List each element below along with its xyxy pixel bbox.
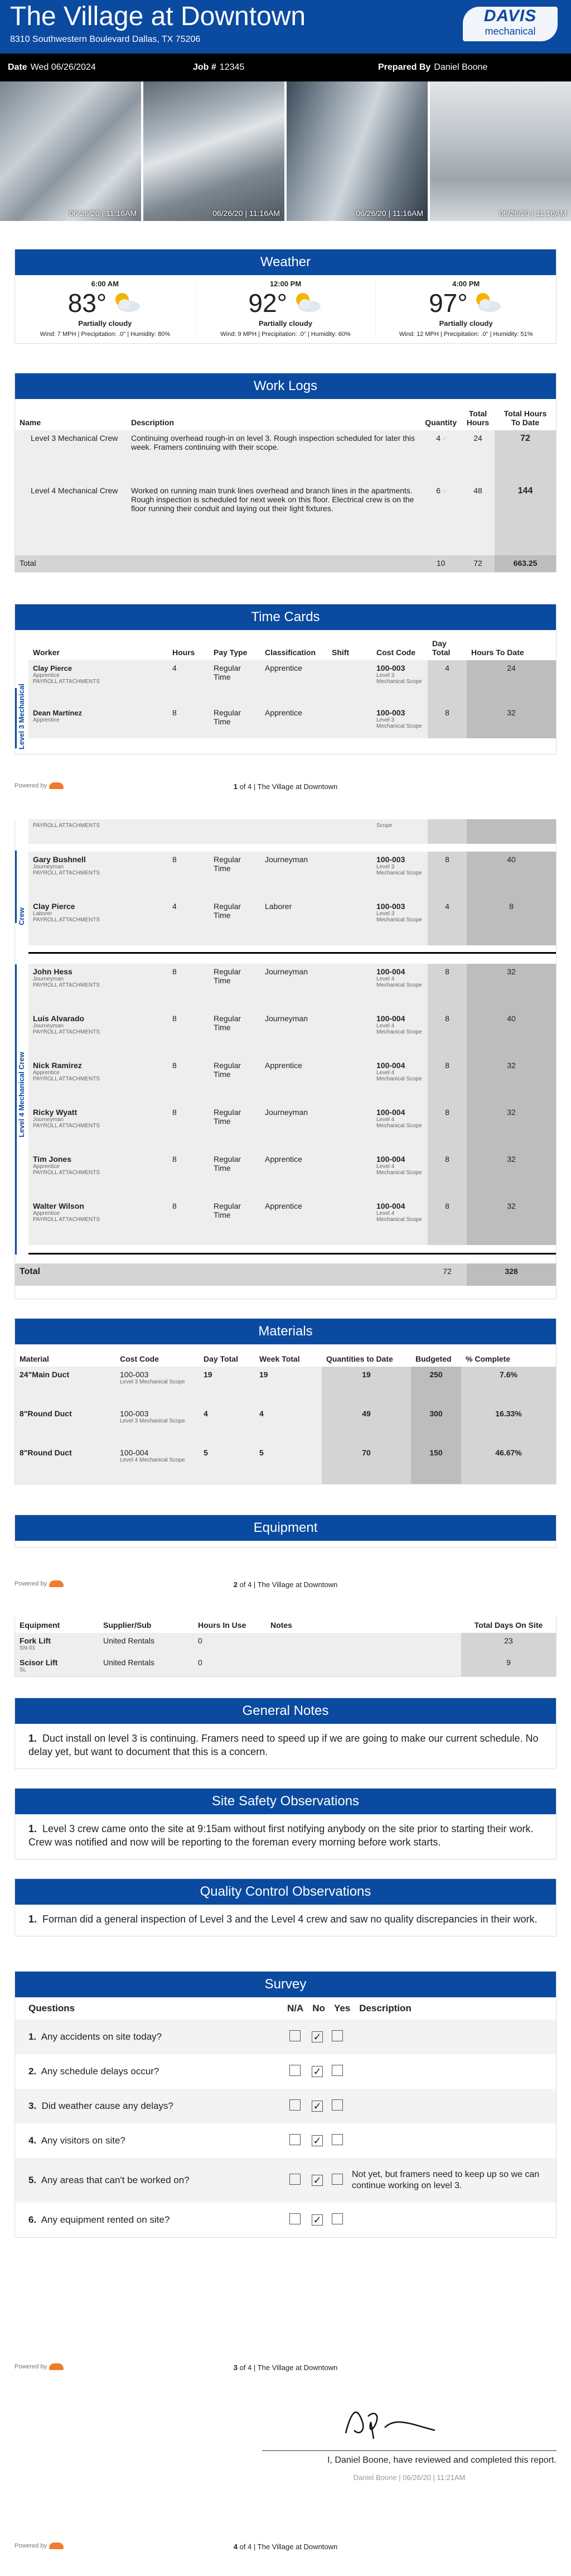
payroll-attachments-link[interactable]: PAYROLL ATTACHMENTS (33, 1123, 100, 1129)
survey-checkbox[interactable]: ✓ (312, 2214, 323, 2226)
survey-checkbox[interactable] (289, 2065, 301, 2076)
prepared-info: Prepared By Daniel Boone (378, 63, 488, 72)
page-number: 3 of 4 | The Village at Downtown (233, 2363, 338, 2372)
payroll-attachments-link[interactable]: PAYROLL ATTACHMENTS (33, 982, 100, 988)
survey-checkbox[interactable] (289, 2174, 301, 2185)
total-row: Total 72 328 (15, 1263, 556, 1286)
survey-checkbox[interactable] (332, 2213, 343, 2224)
survey-heading: Survey (15, 1972, 556, 1997)
note-item: 1. Forman did a general inspection of Level 3 and the Level 4 crew and saw no quality discrepancies in their work. (28, 1914, 538, 1925)
weather-temp: 83° (67, 289, 107, 318)
col-header: Quantity (425, 418, 457, 427)
materials-section (14, 1318, 557, 1484)
page-number: 1 of 4 | The Village at Downtown (233, 782, 338, 791)
signature-stamp: Daniel Boone | 06/26/20 | 11:21AM (353, 2473, 466, 2482)
weather-slot (376, 280, 556, 338)
report-header (0, 0, 571, 54)
survey-section (14, 1971, 557, 2238)
weather-condition: Partially cloudy (78, 319, 132, 328)
site-photo[interactable] (287, 81, 428, 221)
weather-details: Wind: 12 MPH | Precipitation: .0" | Humidity: 51% (399, 331, 533, 338)
page-number: 2 of 4 | The Village at Downtown (233, 1580, 338, 1589)
note-item: 1. Duct install on level 3 is continuing. Framers need to speed up if we are going to make our current schedule. No delay yet, but want to document that this is a concern. (28, 1733, 539, 1757)
weather-time: 12:00 PM (269, 280, 302, 288)
qc-heading: Quality Control Observations (15, 1879, 556, 1905)
col-header: Description (131, 418, 175, 427)
site-photo[interactable] (143, 81, 284, 221)
photo-gallery (0, 81, 571, 221)
photo-timestamp: 06/26/20 | 11:16AM (356, 209, 423, 218)
powered-by: Powered by (14, 2363, 64, 2370)
powered-by: Powered by (14, 1580, 64, 1587)
survey-checkbox[interactable]: ✓ (312, 2031, 323, 2042)
survey-checkbox[interactable]: ✓ (312, 2066, 323, 2077)
col-header: Total Hours (466, 409, 490, 427)
survey-checkbox[interactable] (289, 2030, 301, 2041)
survey-checkbox[interactable] (332, 2174, 343, 2185)
company-badge-icon (49, 1580, 64, 1587)
survey-checkbox[interactable] (332, 2030, 343, 2041)
materials-heading: Materials (15, 1319, 556, 1344)
survey-row: 1. Any accidents on site today? ✓ (15, 2020, 556, 2054)
partly-cloudy-icon (109, 291, 142, 315)
page-footer (14, 782, 557, 791)
signature-image (335, 2400, 446, 2444)
materials-table: Material Cost Code Day Total Week Total Quantities to Date Budgeted % Complete 24"Main Duct 100-003 Level 3 Mechanical Scope 19 19 19 250 7.6% 8"Round Duct 100-003 Level 3 Mechanical Scope 4 4 49 300 16.33% 8"Round Duct 100-004 Level 4 Mechanical Scope 5 5 70 150 46.67% (15, 1344, 556, 1484)
weather-time: 6:00 AM (91, 280, 119, 288)
table-row: Dean Martinez Apprentice 8 Regular Time Apprentice 100-003 Level 3 Mechanical Scope 8 32 (28, 705, 556, 738)
timecards-table: Worker Hours Pay Type Classification Shift Cost Code Day Total Hours To Date Clay Pierce Apprentice PAYROLL ATTACHMENTS 4 Regular Time Apprentice 100-003 Level 3 Mechanical Scope 4 24 Dean Martinez Apprentice 8 Regular Time Apprentice 100-003 Level 3 Mechanical Scope 8 32 (28, 630, 556, 738)
group-label: Crew (17, 907, 26, 925)
table-row: Level 3 Mechanical Crew Continuing overhead rough-in on level 3. Rough inspection scheduled for later this week. Framers continuing with their scope. 4 ▫ 24 72 (15, 430, 556, 483)
job-info: Job # 12345 (193, 63, 245, 72)
worklogs-section (14, 373, 557, 573)
survey-checkbox[interactable]: ✓ (312, 2135, 323, 2146)
weather-details: Wind: 7 MPH | Precipitation: .0" | Humidity: 80% (40, 331, 171, 338)
payroll-attachments-link[interactable]: PAYROLL ATTACHMENTS (33, 917, 100, 923)
logo-wordmark: DAVIS (483, 7, 537, 25)
attachment-icon[interactable]: ▫ (442, 486, 446, 495)
payroll-attachments-link[interactable]: PAYROLL ATTACHMENTS (33, 1217, 100, 1223)
timecards-continued (14, 819, 557, 1299)
weather-details: Wind: 9 MPH | Precipitation: .0" | Humidity: 60% (220, 331, 351, 338)
table-row: Fork Lift SN-01 United Rentals 0 23 (15, 1633, 556, 1655)
attachment-icon[interactable]: ▫ (442, 434, 446, 443)
note-item: 1. Level 3 crew came onto the site at 9:15am without first notifying anybody on the site prior to starting their work. Crew was notified and now will be reporting to the foreman every morning before work starts. (28, 1823, 534, 1848)
powered-by: Powered by (14, 2543, 64, 2549)
company-badge-icon (49, 2363, 64, 2370)
table-row: Level 4 Mechanical Crew Worked on running main trunk lines overhead and branch lines in the apartments. Rough inspection is scheduled for next week on this floor. Electrical crew is on the floor running their conduit and laying out their light fixtures. 6 ▫ 48 144 (15, 483, 556, 555)
powered-by: Powered by (14, 782, 64, 789)
table-row: Luis Alvarado Journeyman PAYROLL ATTACHMENTS 8 Regular Time Journeyman 100-004 Level 4 Mechanical Scope 8 40 (28, 1011, 556, 1058)
survey-row: 4. Any visitors on site? ✓ (15, 2123, 556, 2158)
date-info: Date Wed 06/26/2024 (8, 63, 96, 72)
divider (28, 952, 556, 954)
col-header: Total Hours To Date (504, 409, 547, 427)
project-address: 8310 Southwestern Boulevard Dallas, TX 75206 (10, 35, 201, 44)
table-row: Walter Wilson Apprentice PAYROLL ATTACHMENTS 8 Regular Time Apprentice 100-004 Level 4 Mechanical Scope 8 32 (28, 1198, 556, 1245)
table-row: 8"Round Duct 100-003 Level 3 Mechanical Scope 4 4 49 300 16.33% (15, 1406, 556, 1445)
payroll-attachments-link[interactable]: PAYROLL ATTACHMENTS (33, 1029, 100, 1035)
payroll-attachments-link[interactable]: PAYROLL ATTACHMENTS (33, 1170, 100, 1176)
divider (28, 1253, 556, 1255)
photo-timestamp: 06/26/20 | 11:16AM (69, 209, 137, 218)
signature-statement: I, Daniel Boone, have reviewed and completed this report. (327, 2455, 557, 2465)
payroll-attachments-link[interactable]: PAYROLL ATTACHMENTS (33, 679, 100, 685)
survey-checkbox[interactable] (332, 2099, 343, 2111)
partly-cloudy-icon (289, 291, 323, 315)
table-row: John Hess Journeyman PAYROLL ATTACHMENTS 8 Regular Time Journeyman 100-004 Level 4 Mechanical Scope 8 32 (28, 964, 556, 1011)
table-row: Clay Pierce Laborer PAYROLL ATTACHMENTS 4 Regular Time Laborer 100-003 Level 3 Mechanical Scope 4 8 (28, 898, 556, 945)
photo-timestamp: 06/26/20 | 11:16AM (499, 209, 567, 218)
equipment-table-block (14, 1616, 557, 1677)
signature-block (262, 2400, 557, 2482)
company-logo (463, 7, 558, 41)
worklogs-heading: Work Logs (15, 373, 556, 399)
page-footer (14, 2543, 557, 2551)
payroll-attachments-link[interactable]: PAYROLL ATTACHMENTS (33, 1076, 100, 1082)
equipment-section (14, 1515, 557, 1548)
page-number: 4 of 4 | The Village at Downtown (233, 2543, 338, 2551)
photo-timestamp: 06/26/20 | 11:16AM (212, 209, 280, 218)
col-header: Name (20, 418, 41, 427)
site-photo[interactable] (430, 81, 571, 221)
survey-row: 2. Any schedule delays occur? ✓ (15, 2054, 556, 2089)
survey-checkbox[interactable] (289, 2134, 301, 2145)
safety-heading: Site Safety Observations (15, 1789, 556, 1814)
weather-temp: 97° (429, 289, 468, 318)
table-row: Ricky Wyatt Journeyman PAYROLL ATTACHMENTS 8 Regular Time Journeyman 100-004 Level 4 Mechanical Scope 8 32 (28, 1104, 556, 1151)
payroll-attachments-link[interactable]: PAYROLL ATTACHMENTS (33, 823, 100, 829)
table-row: PAYROLL ATTACHMENTS Scope (28, 819, 556, 844)
company-badge-icon (49, 2543, 64, 2549)
weather-condition: Partially cloudy (439, 319, 493, 328)
general-notes-heading: General Notes (15, 1698, 556, 1724)
weather-temp: 92° (248, 289, 287, 318)
table-row: Nick Ramirez Apprentice PAYROLL ATTACHMENTS 8 Regular Time Apprentice 100-004 Level 4 Mechanical Scope 8 32 (28, 1058, 556, 1104)
general-notes-section (14, 1698, 557, 1769)
group-bar (15, 688, 17, 748)
timecards-heading: Time Cards (15, 604, 556, 630)
survey-checkbox[interactable] (289, 2213, 301, 2224)
weather-heading: Weather (15, 249, 556, 275)
site-photo[interactable] (0, 81, 141, 221)
partly-cloudy-icon (470, 291, 503, 315)
group-label: Level 3 Mechanical (17, 684, 26, 749)
group-label: Level 4 Mechanical Crew (17, 1051, 26, 1137)
table-row: Scisor Lift SL United Rentals 0 9 (15, 1655, 556, 1676)
timecards-section (14, 604, 557, 754)
weather-section (14, 249, 557, 344)
equipment-table: Equipment Supplier/Sub Hours In Use Notes Total Days On Site Fork Lift SN-01 United Rentals 0 23 Scisor Lift SL United Rentals 0 9 (15, 1616, 556, 1676)
page-footer (14, 1580, 557, 1589)
survey-row: 3. Did weather cause any delays? ✓ (15, 2089, 556, 2123)
worklogs-table (15, 399, 556, 572)
equipment-heading: Equipment (15, 1515, 556, 1541)
weather-condition: Partially cloudy (258, 319, 313, 328)
survey-checkbox[interactable] (332, 2134, 343, 2145)
table-row: 24"Main Duct 100-003 Level 3 Mechanical Scope 19 19 19 250 7.6% (15, 1367, 556, 1406)
logo-subtitle: mechanical (485, 26, 536, 37)
weather-slot (15, 280, 196, 338)
project-title: The Village at Downtown (10, 2, 306, 31)
table-row: Clay Pierce Apprentice PAYROLL ATTACHMENTS 4 Regular Time Apprentice 100-003 Level 3 Mechanical Scope 4 24 (28, 660, 556, 705)
company-badge-icon (49, 782, 64, 789)
table-row: Tim Jones Apprentice PAYROLL ATTACHMENTS 8 Regular Time Apprentice 100-004 Level 4 Mechanical Scope 8 32 (28, 1151, 556, 1198)
survey-checkbox[interactable] (289, 2099, 301, 2111)
qc-section (14, 1878, 557, 1936)
survey-checkbox[interactable] (332, 2065, 343, 2076)
weather-slot (196, 280, 376, 338)
payroll-attachments-link[interactable]: PAYROLL ATTACHMENTS (33, 870, 100, 876)
table-row: Gary Bushnell Journeyman PAYROLL ATTACHMENTS 8 Regular Time Journeyman 100-003 Level 3 Mechanical Scope 8 40 (28, 852, 556, 898)
total-row: Total 10 72 663.25 (15, 555, 556, 572)
survey-checkbox[interactable]: ✓ (312, 2101, 323, 2112)
info-bar (0, 54, 571, 81)
survey-table: Questions N/A No Yes Description (28, 2003, 412, 2013)
weather-time: 4:00 PM (452, 280, 480, 288)
survey-checkbox[interactable]: ✓ (312, 2175, 323, 2186)
survey-row: 6. Any equipment rented on site? ✓ (15, 2203, 556, 2237)
page-footer (14, 2363, 557, 2372)
table-row: 8"Round Duct 100-004 Level 4 Mechanical Scope 5 5 70 150 46.67% (15, 1445, 556, 1484)
safety-section (14, 1788, 557, 1859)
survey-row: 5. Any areas that can't be worked on? ✓ Not yet, but framers need to keep up so we can continue working on level 3. (15, 2158, 556, 2203)
